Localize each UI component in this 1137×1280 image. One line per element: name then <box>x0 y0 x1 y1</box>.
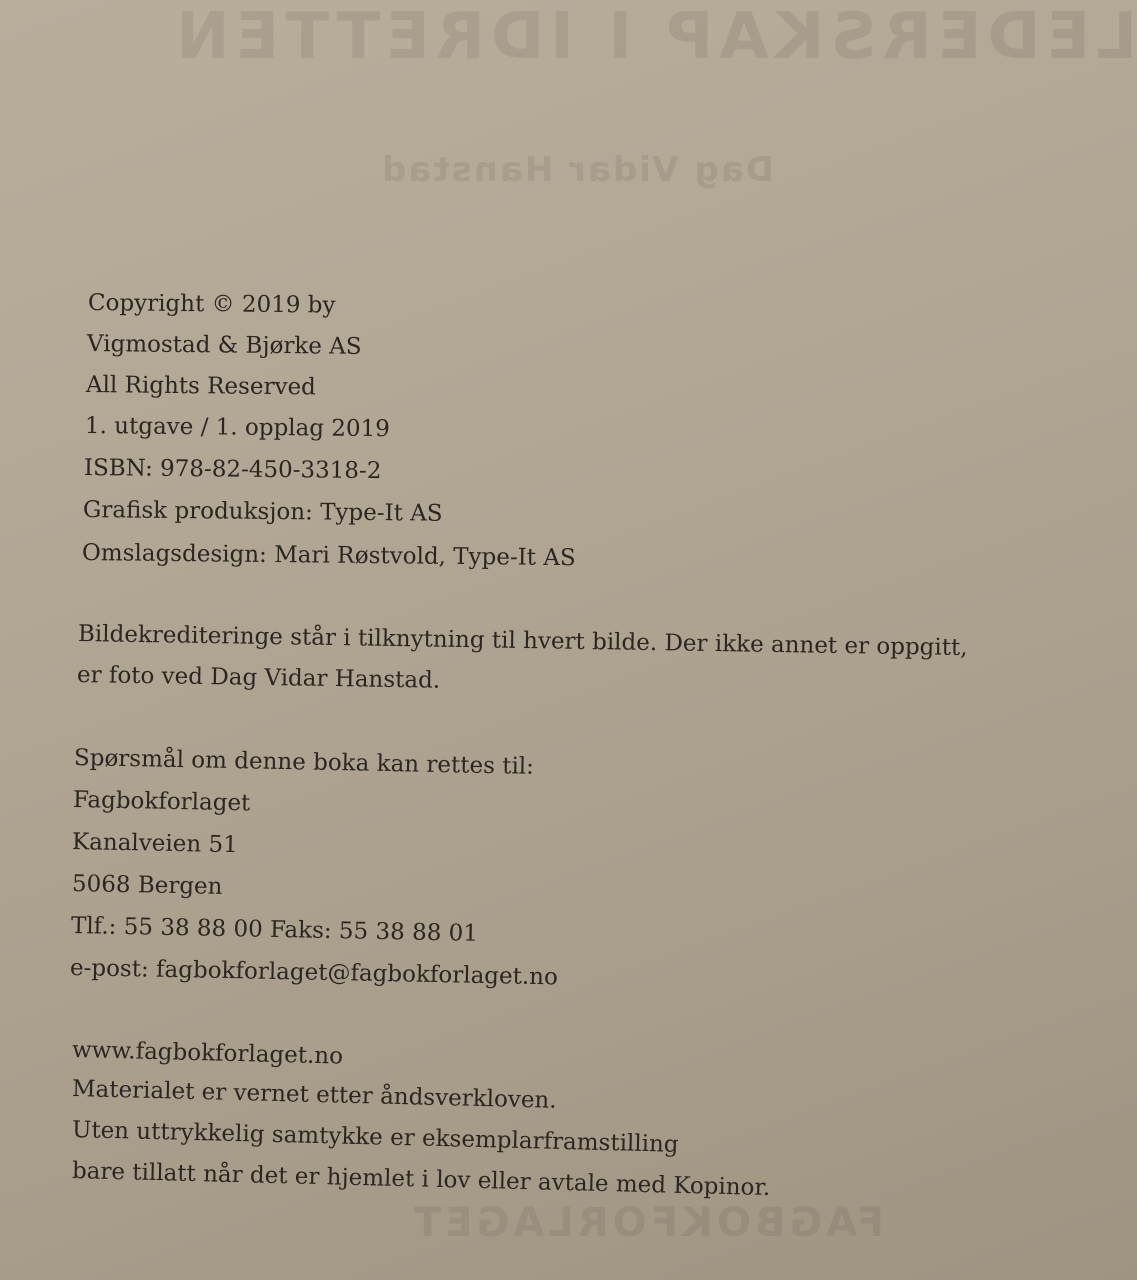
contact-email-line: e-post: fagbokforlaget@fagbokforlaget.no <box>69 955 559 991</box>
photo-credits-line-1: Bildekrediteringe står i tilknytning til hvert bilde. Der ikke annet er oppgitt, <box>77 621 968 661</box>
graphic-production-line: Grafisk produksjon: Type-It AS <box>82 497 443 527</box>
kopinor-line: bare tillatt når det er hjemlet i lov eller avtale med Kopinor. <box>71 1158 771 1202</box>
copyright-law-line: Materialet er vernet etter åndsverkloven. <box>71 1076 557 1114</box>
contact-name-line: Fagbokforlaget <box>72 787 251 817</box>
contact-phone-line: Tlf.: 55 38 88 00 Faks: 55 38 88 01 <box>70 913 479 947</box>
website-line: www.fagbokforlaget.no <box>71 1037 344 1070</box>
reproduction-line: Uten uttrykkelig samtykke er eksemplarframstilling <box>71 1117 679 1158</box>
photo-credits-line-2: er foto ved Dag Vidar Hanstad. <box>76 662 441 694</box>
contact-street-line: Kanalveien 51 <box>71 829 238 859</box>
show-through-author: Dag Vidar Hanstad <box>380 150 774 190</box>
isbn-line: ISBN: 978-82-450-3318-2 <box>83 455 382 485</box>
show-through-publisher: FAGBOKFORLAGET <box>410 1200 885 1246</box>
rights-line: All Rights Reserved <box>85 372 316 401</box>
publisher-line: Vigmostad & Bjørke AS <box>86 331 362 360</box>
edition-line: 1. utgave / 1. opplag 2019 <box>84 413 391 443</box>
cover-design-line: Omslagsdesign: Mari Røstvold, Type-It AS <box>81 540 576 572</box>
show-through-title: LEDERSKAP I IDRETTEN <box>170 0 1137 74</box>
copyright-line: Copyright © 2019 by <box>87 290 336 319</box>
contact-city-line: 5068 Bergen <box>71 871 223 900</box>
contact-intro-line: Spørsmål om denne boka kan rettes til: <box>73 745 535 780</box>
